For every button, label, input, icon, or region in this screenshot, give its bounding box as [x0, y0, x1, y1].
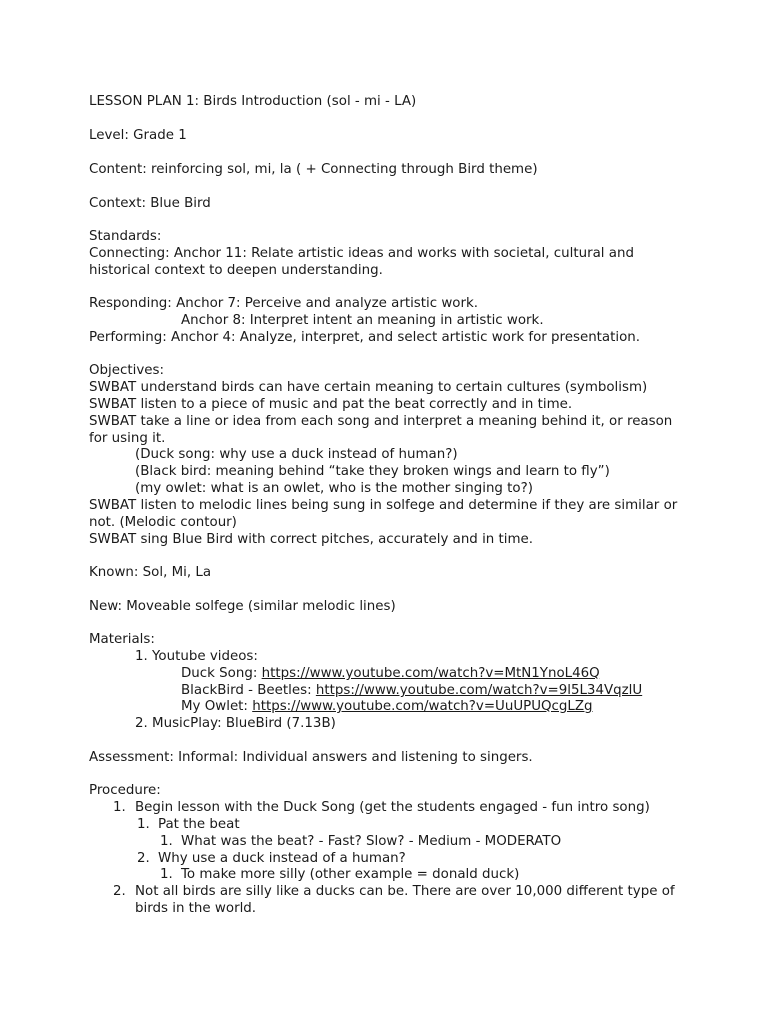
standards-connecting-line1: Connecting: Anchor 11: Relate artistic ideas and works with societal, cultural and [89, 246, 634, 261]
procedure-step-2-line2: birds in the world. [135, 901, 257, 916]
procedure-number-2: 2. [113, 884, 126, 899]
content-line: Content: reinforcing sol, mi, la ( + Connecting through Bird theme) [89, 162, 538, 177]
procedure-heading: Procedure: [89, 783, 161, 798]
procedure-step-1-2: Why use a duck instead of a human? [158, 851, 406, 866]
material-blackbird [181, 683, 642, 700]
objective-3-line2: for using it. [89, 431, 166, 446]
duck-song-link[interactable]: https://www.youtube.com/watch?v=MtN1YnoL46Q [261, 666, 600, 681]
procedure-step-1-1: Pat the beat [158, 817, 240, 832]
procedure-step-1-2-1: To make more silly (other example = donald duck) [181, 867, 520, 882]
standards-heading: Standards: [89, 229, 162, 244]
procedure-step-2-line1: Not all birds are silly like a ducks can be. There are over 10,000 different type of [135, 884, 675, 899]
context-line: Context: Blue Bird [89, 196, 211, 211]
objective-4-line2: not. (Melodic contour) [89, 515, 237, 530]
material-duck-song [181, 666, 600, 683]
procedure-number-1-2-1: 1. [160, 867, 173, 882]
objective-2: SWBAT listen to a piece of music and pat the beat correctly and in time. [89, 397, 573, 412]
objective-sub-blackbird: (Black bird: meaning behind “take they broken wings and learn to fly”) [135, 464, 610, 479]
my-owlet-link[interactable]: https://www.youtube.com/watch?v=UuUPUQcgLZg [252, 699, 593, 714]
materials-item-1: 1. Youtube videos: [135, 649, 258, 664]
objectives-heading: Objectives: [89, 363, 164, 378]
assessment-line: Assessment: Informal: Individual answers and listening to singers. [89, 750, 533, 765]
materials-item-2: 2. MusicPlay: BlueBird (7.13B) [135, 716, 336, 731]
material-my-owlet [181, 699, 593, 716]
objective-1: SWBAT understand birds can have certain meaning to certain cultures (symbolism) [89, 380, 648, 395]
procedure-step-1-1-1: What was the beat? - Fast? Slow? - Medium - MODERATO [181, 834, 562, 849]
objective-sub-duck: (Duck song: why use a duck instead of human?) [135, 447, 458, 462]
blackbird-link[interactable]: https://www.youtube.com/watch?v=9l5L34VqzlU [315, 683, 643, 698]
level-line: Level: Grade 1 [89, 128, 187, 143]
procedure-number-1-1-1: 1. [160, 834, 173, 849]
lesson-title: LESSON PLAN 1: Birds Introduction (sol - mi - LA) [89, 94, 417, 109]
known-line: Known: Sol, Mi, La [89, 565, 212, 580]
procedure-number-1-1: 1. [137, 817, 150, 832]
objective-4-line1: SWBAT listen to melodic lines being sung in solfege and determine if they are similar or [89, 498, 678, 513]
blackbird-label: BlackBird - Beetles: [181, 683, 316, 698]
duck-song-label: Duck Song: [181, 666, 262, 681]
objective-5: SWBAT sing Blue Bird with correct pitches, accurately and in time. [89, 532, 534, 547]
procedure-number-1-2: 2. [137, 851, 150, 866]
objective-sub-owlet: (my owlet: what is an owlet, who is the mother singing to?) [135, 481, 533, 496]
materials-heading: Materials: [89, 632, 155, 647]
standards-performing: Performing: Anchor 4: Analyze, interpret, and select artistic work for presentation. [89, 330, 641, 345]
standards-connecting-line2: historical context to deepen understanding. [89, 263, 383, 278]
objective-3-line1: SWBAT take a line or idea from each song and interpret a meaning behind it, or reason [89, 414, 673, 429]
standards-responding-line2: Anchor 8: Interpret intent an meaning in artistic work. [181, 313, 544, 328]
procedure-step-1: Begin lesson with the Duck Song (get the students engaged - fun intro song) [135, 800, 650, 815]
procedure-number-1: 1. [113, 800, 126, 815]
new-line: New: Moveable solfege (similar melodic lines) [89, 599, 396, 614]
my-owlet-label: My Owlet: [181, 699, 253, 714]
standards-responding-line1: Responding: Anchor 7: Perceive and analyze artistic work. [89, 296, 479, 311]
